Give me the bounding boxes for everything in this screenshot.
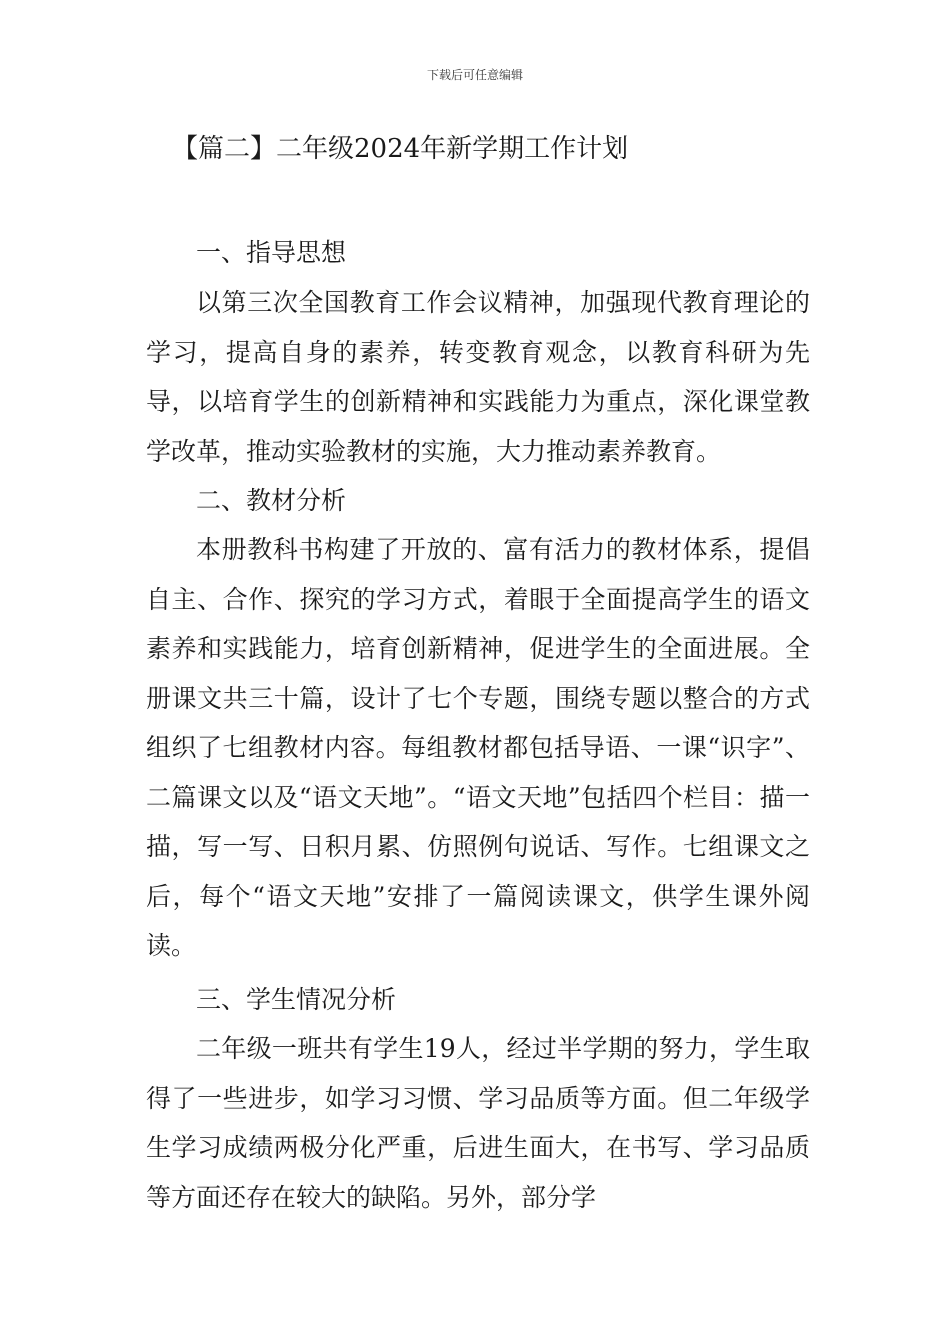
- page-header-note: 下载后可任意编辑: [426, 68, 523, 82]
- section-paragraph-student-analysis: 二年级一班共有学生19人，经过半学期的努力，学生取得了一些进步，如学习习惯、学习品质等方面。但二年级学生学习成绩两极分化严重，后进生面大，在书写、学习品质等方面还存在较大的缺陷。另外，部分学: [146, 1034, 810, 1212]
- section-heading-textbook-analysis: 二、教材分析: [196, 486, 347, 515]
- section-paragraph-guiding-ideology: 以第三次全国教育工作会议精神，加强现代教育理论的学习，提高自身的素养，转变教育观念，以教育科研为先导，以培育学生的创新精神和实践能力为重点，深化课堂教学改革，推动实验教材的实施，大力推动素养教育。: [146, 288, 810, 466]
- section-heading-guiding-ideology: 一、指导思想: [196, 238, 347, 267]
- section-paragraph-textbook-analysis: 本册教科书构建了开放的、富有活力的教材体系，提倡自主、合作、探究的学习方式，着眼于全面提高学生的语文素养和实践能力，培育创新精神，促进学生的全面进展。全册课文共三十篇，设计了七个专题，围绕专题以整合的方式组织了七组教材内容。每组教材都包括导语、一课“识字”、二篇课文以及“语文天地”。“语文天地”包括四个栏目：描一描，写一写、日积月累、仿照例句说话、写作。七组课文之后，每个“语文天地”安排了一篇阅读课文，供学生课外阅读。: [146, 535, 810, 960]
- section-heading-student-analysis: 三、学生情况分析: [196, 985, 397, 1014]
- document-title: 【篇二】二年级2024年新学期工作计划: [172, 134, 629, 164]
